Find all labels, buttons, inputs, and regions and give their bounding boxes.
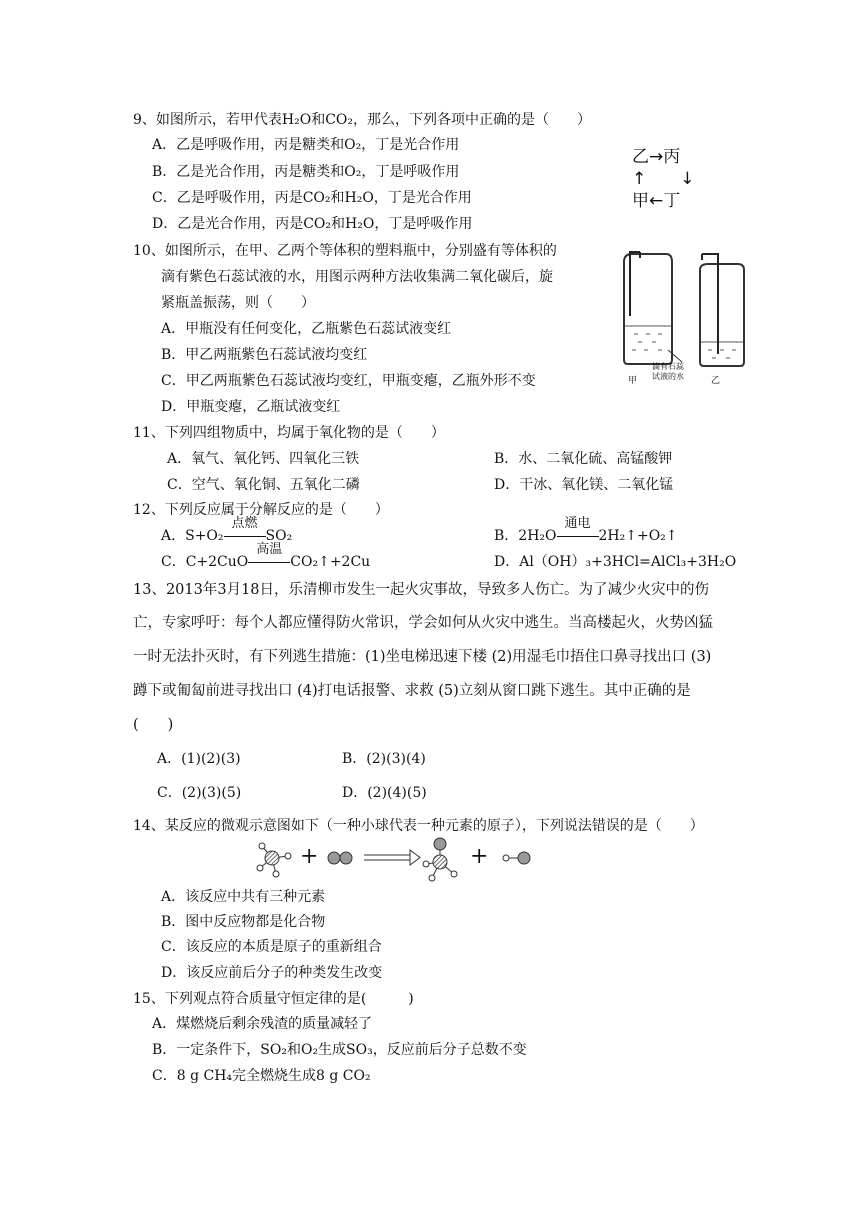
q9-option-c: C．乙是呼吸作用，丙是CO₂和H₂O，丁是光合作用 [152, 190, 472, 206]
product-molecule-2 [503, 852, 530, 864]
q10-stem-line-2: 滴有紫色石蕊试液的水，用图示两种方法收集满二氧化碳后，旋 [161, 269, 553, 285]
q13-option-d: D．(2)(4)(5) [342, 785, 427, 801]
q10-stem-line-1: 10、如图所示，在甲、乙两个等体积的塑料瓶中，分别盛有等体积的 [133, 243, 557, 259]
q15-option-c: C．8 g CH₄完全燃烧生成8 g CO₂ [152, 1068, 371, 1084]
q10-label-yi: 乙 [711, 376, 721, 386]
q13-stem-line-4: 蹲下或匍匐前进寻找出口 (4)打电话报警、求救 (5)立刻从窗口跳下逃生。其中正确的是 [133, 683, 691, 699]
reactant-molecule-1 [257, 843, 291, 877]
q9-cycle-diagram [632, 146, 702, 212]
q14-option-a: A．该反应中共有三种元素 [161, 889, 326, 905]
q12-a-products: SO₂ [265, 528, 293, 544]
q13-stem-line-2: 亡，专家呼吁：每个人都应懂得防火常识，学会如何从火灾中逃生。当高楼起火，火势凶猛 [133, 615, 713, 631]
q13-option-b: B．(2)(3)(4) [342, 751, 426, 767]
q9-option-b: B．乙是光合作用，丙是糖类和O₂，丁是呼吸作用 [152, 164, 460, 180]
q15-stem: 15、下列观点符合质量守恒定律的是( ) [133, 991, 414, 1007]
q14-option-b: B．图中反应物都是化合物 [161, 914, 326, 930]
q12-option-d: D．Al（OH）₃+3HCl=AlCl₃+3H₂O [494, 554, 737, 570]
q15-option-b: B．一定条件下，SO₂和O₂生成SO₃，反应前后分子总数不变 [152, 1042, 527, 1058]
q11-stem: 11、下列四组物质中，均属于氧化物的是（ ） [133, 425, 445, 441]
q13-stem-line-1: 13、2013年3月18日，乐清柳市发生一起火灾事故，导致多人伤亡。为了减少火灾中的伤 [133, 582, 710, 598]
q10-water-label-1: 滴有石蕊 [652, 362, 684, 371]
q12-a-reactants: A．S+O₂ [161, 528, 224, 544]
q12-a-condition: 点燃 [224, 527, 266, 545]
q14-stem: 14、某反应的微观示意图如下（一种小球代表一种元素的原子），下列说法错误的是（ ） [133, 818, 704, 834]
q10-label-jia: 甲 [628, 376, 638, 386]
q12-option-b [494, 516, 678, 545]
q10-water-label-2: 试液的水 [652, 372, 684, 381]
q10-option-a: A．甲瓶没有任何变化，乙瓶紫色石蕊试液变红 [161, 321, 452, 337]
q14-reaction-diagram [240, 836, 560, 888]
q14-plus-2: + [470, 844, 489, 869]
q12-c-products: CO₂↑+2Cu [290, 554, 371, 570]
reaction-arrow [364, 850, 420, 865]
q12-b-condition: 通电 [557, 527, 599, 545]
q10-stem-line-3: 紧瓶盖振荡，则（ ） [161, 295, 315, 311]
q12-c-reactants: C．C+2CuO [161, 554, 249, 570]
product-molecule-1 [423, 838, 457, 881]
reactant-molecule-2 [328, 852, 352, 864]
q10-option-b: B．甲乙两瓶紫色石蕊试液均变红 [161, 347, 368, 363]
q10-option-c: C．甲乙两瓶紫色石蕊试液均变红，甲瓶变瘪，乙瓶外形不变 [161, 373, 536, 389]
q13-stem-line-3: 一时无法扑灭时，有下列逃生措施：(1)坐电梯迅速下楼 (2)用湿毛巾捂住口鼻寻找出口 (3) [133, 649, 712, 665]
q12-b-reactants: B．2H₂O [494, 528, 557, 544]
q9-option-a: A．乙是呼吸作用，丙是糖类和O₂，丁是光合作用 [152, 137, 460, 153]
q11-option-c: C．空气、氧化铜、五氧化二磷 [167, 477, 360, 493]
q9-diagram-top: 乙→丙 [632, 147, 681, 167]
q13-option-c: C．(2)(3)(5) [157, 785, 242, 801]
q14-option-d: D．该反应前后分子的种类发生改变 [161, 965, 383, 981]
q15-option-a: A．煤燃烧后剩余残渣的质量减轻了 [152, 1016, 373, 1032]
q9-diagram-bottom: 甲←丁 [632, 191, 681, 211]
q9-diagram-arrows: ↑ ↓ [632, 169, 695, 189]
q11-option-d: D．干冰、氧化镁、二氧化锰 [494, 477, 674, 493]
q12-option-c [161, 542, 371, 571]
q13-option-a: A．(1)(2)(3) [157, 751, 241, 767]
q11-option-a: A．氧气、氧化钙、四氧化三铁 [167, 451, 360, 467]
q12-stem: 12、下列反应属于分解反应的是（ ） [133, 502, 389, 518]
q14-option-c: C．该反应的本质是原子的重新组合 [161, 939, 382, 955]
q14-plus-1: + [300, 844, 319, 869]
q11-option-b: B．水、二氧化硫、高锰酸钾 [494, 451, 673, 467]
q12-c-condition: 高温 [248, 553, 290, 571]
q13-stem-line-5: ( ) [133, 717, 174, 733]
q12-b-products: 2H₂↑+O₂↑ [598, 528, 678, 544]
q9-option-d: D．乙是光合作用，丙是CO₂和H₂O，丁是呼吸作用 [152, 216, 473, 232]
q9-stem: 9、如图所示，若甲代表H₂O和CO₂，那么，下列各项中正确的是（ ） [133, 112, 592, 128]
q10-option-d: D．甲瓶变瘪，乙瓶试液变红 [161, 399, 341, 415]
